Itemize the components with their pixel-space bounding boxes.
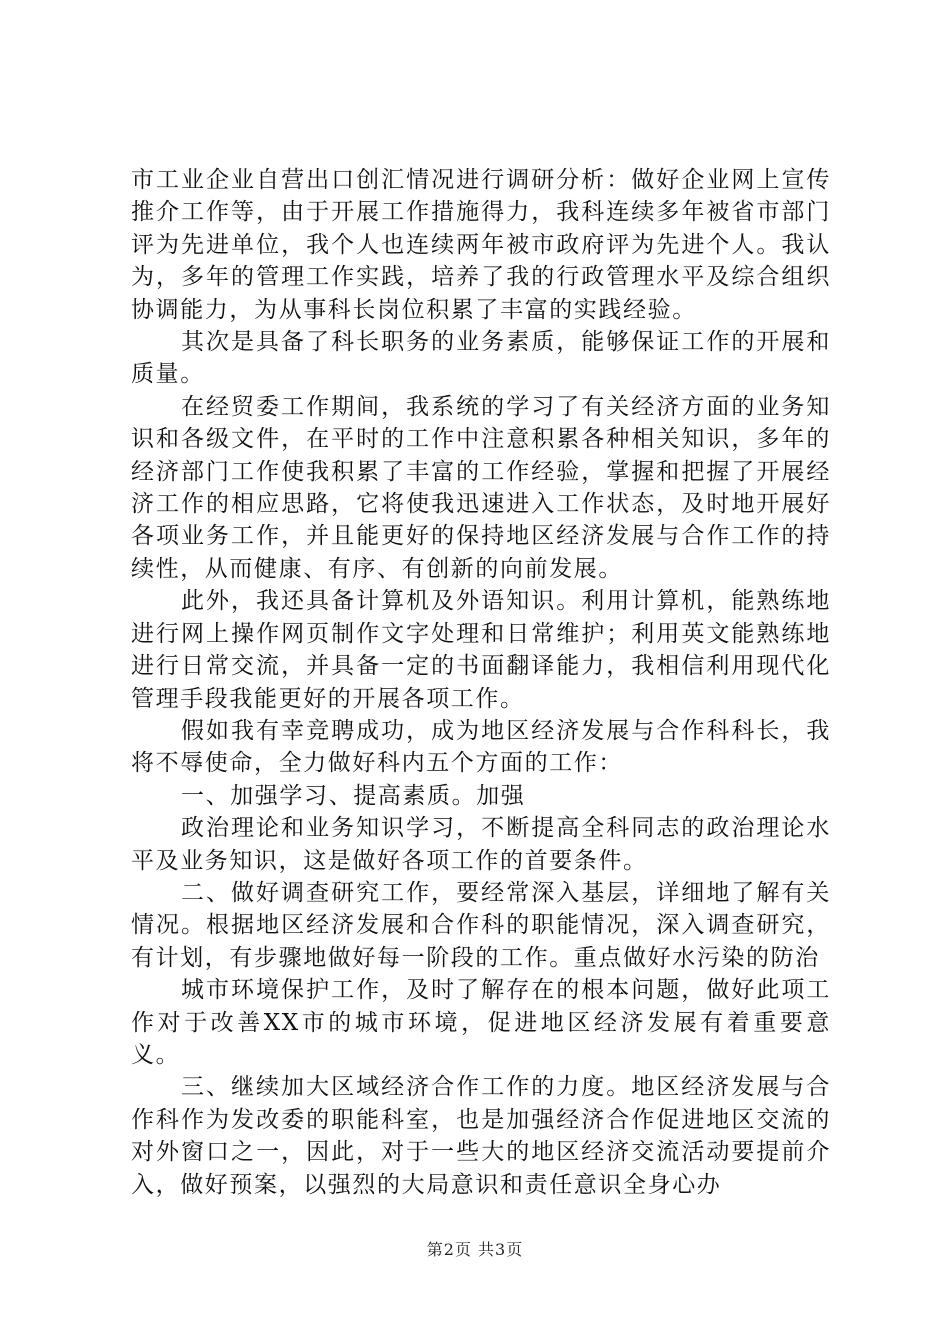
paragraph: 市工业企业自营出口创汇情况进行调研分析：做好企业网上宣传推介工作等，由于开展工作措施得力，我科连续多年被省市部门评为先进单位，我个人也连续两年被市政府评为先进个人。我认为，多年的管理工作实践，培养了我的行政管理水平及综合组织协调能力，为从事科长岗位积累了丰富的实践经验。 [131,167,831,323]
document-body [131,164,831,1201]
page-number-footer: 第2页 共3页 [426,1240,524,1259]
paragraph: 一、加强学习、提高素质。加强 [181,782,526,809]
paragraph: 此外，我还具备计算机及外语知识。利用计算机，能熟练地进行网上操作网页制作文字处理和日常维护；利用英文能熟练地进行日常交流，并具备一定的书面翻译能力，我相信利用现代化管理手段我能更好的开展各项工作。 [131,588,831,712]
paragraph: 在经贸委工作期间，我系统的学习了有关经济方面的业务知识和各级文件，在平时的工作中注意积累各种相关知识，多年的经济部门工作使我积累了丰富的工作经验，掌握和把握了开展经济工作的相应思路，它将使我迅速进入工作状态，及时地开展好各项业务工作，并且能更好的保持地区经济发展与合作工作的持续性，从而健康、有序、有创新的向前发展。 [131,393,831,582]
paragraph: 其次是具备了科长职务的业务素质，能够保证工作的开展和质量。 [131,329,831,388]
paragraph: 三、继续加大区域经济合作工作的力度。地区经济发展与合作科作为发改委的职能科室，也是加强经济合作促进地区交流的对外窗口之一，因此，对于一些大的地区经济交流活动要提前介入，做好预案，以强烈的大局意识和责任意识全身心办 [131,1074,831,1198]
paragraph: 二、做好调查研究工作，要经常深入基层，详细地了解有关情况。根据地区经济发展和合作科的职能情况，深入调查研究，有计划，有步骤地做好每一阶段的工作。重点做好水污染的防治 [131,879,831,971]
paragraph: 城市环境保护工作，及时了解存在的根本问题，做好此项工作对于改善XX市的城市环境，促进地区经济发展有着重要意义。 [131,977,831,1068]
paragraph: 政治理论和业务知识学习，不断提高全科同志的政治理论水平及业务知识，这是做好各项工作的首要条件。 [131,815,831,874]
paragraph: 假如我有幸竞聘成功，成为地区经济发展与合作科科长，我将不辱使命，全力做好科内五个方面的工作： [131,717,831,777]
